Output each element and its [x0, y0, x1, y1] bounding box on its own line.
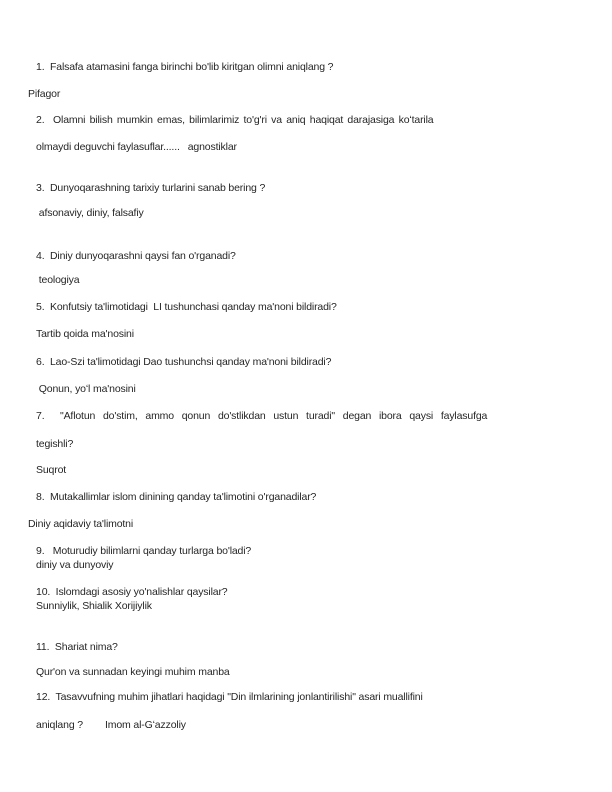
question-7-line-1: 7. "Aflotun do'stim, ammo qonun do'stlikdan ustun turadi" degan ibora qaysi faylasufga — [36, 410, 488, 422]
question-10: 10. Islomdagi asosiy yo'nalishlar qaysilar? — [36, 586, 228, 598]
question-12-line-2 — [36, 719, 186, 732]
question-12-line-1: 12. Tasavvufning muhim jihatlari haqidagi "Din ilmlarining jonlantirilishi" asari muallifini — [36, 691, 423, 703]
answer-4: teologiya — [36, 274, 80, 286]
answer-5: Tartib qoida ma'nosini — [36, 328, 134, 340]
question-6: 6. Lao-Szi ta'limotidagi Dao tushunchsi qanday ma'noni bildiradi? — [36, 356, 332, 368]
question-7-line-2: tegishli? — [36, 438, 74, 450]
question-11: 11. Shariat nima? — [36, 641, 118, 653]
answer-1: Pifagor — [28, 88, 61, 100]
answer-12: Imom al-Gʻazzoliy — [104, 719, 186, 731]
answer-7: Suqrot — [36, 464, 67, 476]
question-2-continuation: olmaydi deguvchi faylasuflar...... — [36, 141, 180, 153]
answer-8: Diniy aqidaviy ta'limotni — [28, 518, 134, 530]
question-12-continuation: aniqlang ? — [36, 719, 83, 731]
question-5: 5. Konfutsiy ta'limotidagi LI tushunchasi qanday ma'noni bildiradi? — [36, 301, 337, 313]
question-2-line-1: 2. Olamni bilish mumkin emas, bilimlarimiz to'g'ri va aniq haqiqat darajasiga koʻtarila — [36, 114, 434, 126]
question-1: 1. Falsafa atamasini fanga birinchi bo'lib kiritgan olimni aniqlang ? — [36, 61, 334, 73]
answer-11: Qur'on va sunnadan keyingi muhim manba — [36, 666, 230, 678]
answer-9: diniy va dunyoviy — [36, 559, 114, 571]
question-9: 9. Moturudiy bilimlarni qanday turlarga bo'ladi? — [36, 545, 252, 557]
question-2-line-2 — [36, 141, 237, 154]
question-8: 8. Mutakallimlar islom dinining qanday ta'limotini o'rganadilar? — [36, 491, 317, 503]
answer-10: Sunniylik, Shialik Xorijiylik — [36, 600, 152, 612]
question-3: 3. Dunyoqarashning tarixiy turlarini sanab bering ? — [36, 182, 266, 194]
answer-2: agnostiklar — [187, 141, 237, 153]
answer-3: afsonaviy, diniy, falsafiy — [36, 207, 144, 219]
answer-6: Qonun, yoʻl ma'nosini — [36, 383, 136, 395]
question-4: 4. Diniy dunyoqarashni qaysi fan o'rganadi? — [36, 250, 236, 262]
